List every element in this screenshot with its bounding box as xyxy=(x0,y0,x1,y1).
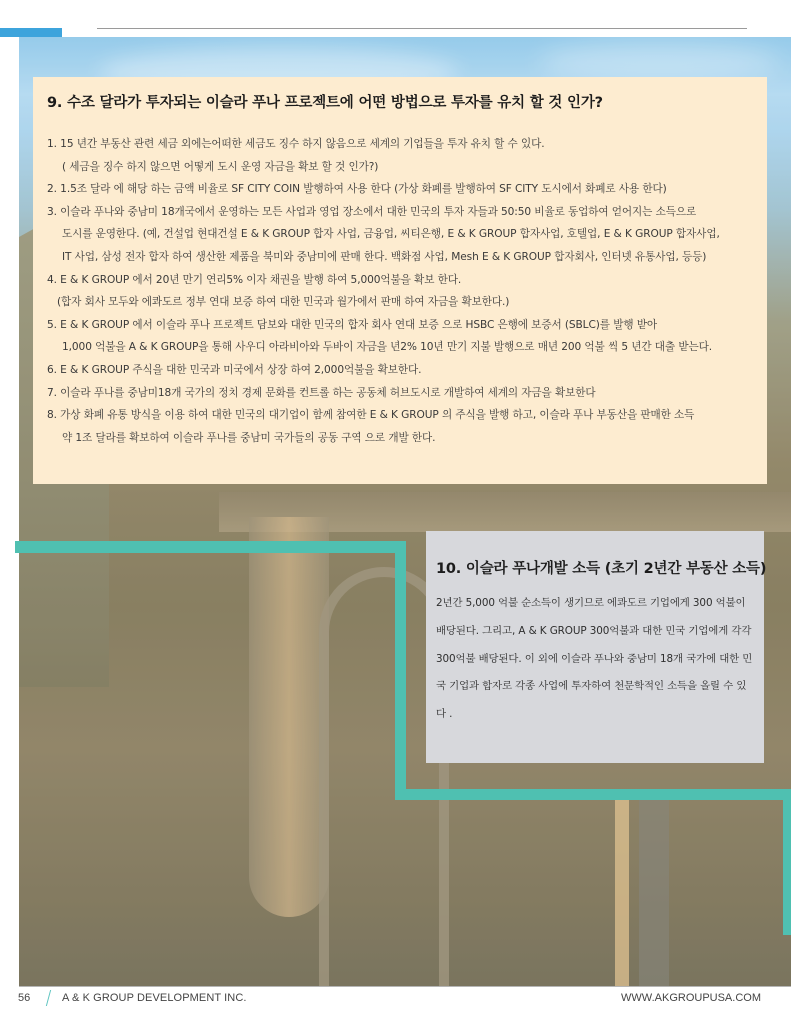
website-url: WWW.AKGROUPUSA.COM xyxy=(621,992,761,1004)
top-accent-tab xyxy=(0,28,62,37)
list-item: 3. 이슬라 푸나와 중남미 18개국에서 운영하는 모든 사업과 영업 장소에서 대한 민국의 투자 자들과 50:50 비율로 동업하여 얻어지는 소득으로 xyxy=(47,205,697,218)
section-10-body: 2년간 5,000 억불 순소득이 생기므로 에콰도르 기업에게 300 억불이 배당된다. 그리고, A & K GROUP 300억불과 대한 민국 기업에게 각각 300억불 배당된다. 이 외에 이슬라 푸나와 중남미 18개 국가에 대한 민국 기업과 합자로 각종 사업에 투자하여 천문학적인 소득을 올릴 수 있다 . xyxy=(436,597,753,721)
teal-accent-line xyxy=(395,789,791,800)
page-number: 56 xyxy=(18,992,31,1004)
section-9-title: 9. 수조 달라가 투자되는 이슬라 푸나 프로젝트에 어떤 방법으로 투자를 유치 할 것 인가? xyxy=(47,95,603,111)
list-item: 1,000 억불을 A & K GROUP을 통해 사우디 아라비아와 두바이 자금을 년2% 10년 만기 지불 발행으로 매년 200 억불 씩 5 년간 대출 받는다. xyxy=(62,341,713,354)
section-10-box xyxy=(426,531,767,763)
page-footer xyxy=(0,990,791,1010)
footer-divider xyxy=(46,990,51,1006)
teal-accent-line xyxy=(783,789,791,935)
list-item: 5. E & K GROUP 에서 이슬라 푸나 프로젝트 담보와 대한 민국의 합자 회사 연대 보증 으로 HSBC 은행에 보증서 (SBLC)를 발행 받아 xyxy=(47,318,658,331)
list-item: 8. 가상 화폐 유통 방식을 이용 하여 대한 민국의 대기업이 함께 참여한 E & K GROUP 의 주식을 발행 하고, 이슬라 푸나 부동산을 판매한 소득 xyxy=(47,409,695,422)
teal-accent-line xyxy=(15,541,406,553)
top-rule xyxy=(97,28,747,29)
list-item: 도시를 운영한다. (예, 건설업 현대건설 E & K GROUP 합자 사업, 금융업, 씨티은행, E & K GROUP 합자사업, 호텔업, E & K GROUP 합자사업, xyxy=(62,228,720,241)
list-item: ( 세금을 징수 하지 않으면 어떻게 도시 운영 자금을 확보 할 것 인가?) xyxy=(62,160,379,173)
teal-accent-line xyxy=(395,541,406,799)
list-item: 약 1조 달라를 확보하여 이슬라 푸나를 중남미 국가들의 공동 구역 으로 개발 한다. xyxy=(62,431,436,444)
list-item: (합자 회사 모두와 에콰도르 정부 연대 보증 하여 대한 민국과 월가에서 판매 하여 자금을 확보한다.) xyxy=(57,296,510,309)
footer-rule xyxy=(19,986,791,987)
company-name: A & K GROUP DEVELOPMENT INC. xyxy=(62,992,247,1004)
list-item: IT 사업, 삼성 전자 합자 하여 생산한 제품을 북미와 중남미에 판매 한다. 백화점 사업, Mesh E & K GROUP 합자회사, 인터넷 유통사업, 등등) xyxy=(62,250,707,263)
list-item: 7. 이슬라 푸나를 중남미18개 국가의 정치 경제 문화를 컨트롤 하는 공동체 허브도시로 개발하여 세계의 자금을 확보한다 xyxy=(47,386,596,399)
list-item: 1. 15 년간 부동산 관련 세금 외에는어떠한 세금도 징수 하지 않음으로 세계의 기업들을 투자 유치 할 수 있다. xyxy=(47,138,545,150)
section-10-title: 10. 이슬라 푸나개발 소득 (초기 2년간 부동산 소득) xyxy=(436,561,767,577)
list-item: 6. E & K GROUP 주식을 대한 민국과 미국에서 상장 하여 2,000억불을 확보한다. xyxy=(47,363,422,376)
section-9-box xyxy=(33,77,767,484)
list-item: 2. 1.5조 달라 에 해당 하는 금액 비율로 SF CITY COIN 발행하여 사용 한다 (가상 화폐를 발행하여 SF CITY 도시에서 화폐로 사용 한다) xyxy=(47,183,667,196)
list-item: 4. E & K GROUP 에서 20년 만기 연리5% 이자 채권을 발행 하여 5,000억불을 확보 한다. xyxy=(47,273,462,286)
